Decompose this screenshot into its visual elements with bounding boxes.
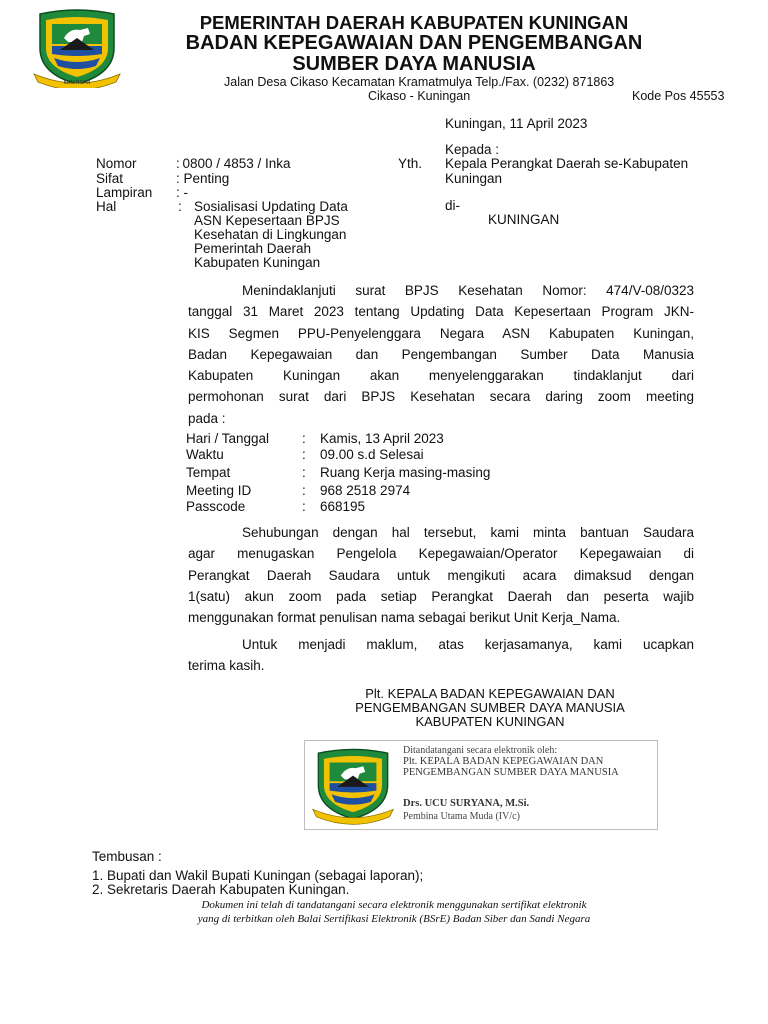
body-paragraph-3 (188, 634, 694, 677)
lampiran-label: Lampiran (96, 185, 153, 200)
detail-colon: : (302, 465, 306, 480)
paragraph-line: 1(satu) akun zoom pada setiap Perangkat Daerah dan peserta wajib (188, 588, 694, 604)
detail-label: Meeting ID (186, 483, 252, 498)
recipient-di: di- (445, 198, 461, 213)
paragraph-line: Sehubungan dengan hal tersebut, kami minta bantuan Saudara (242, 525, 694, 540)
detail-label: Waktu (186, 447, 224, 462)
detail-value: 09.00 s.d Selesai (320, 447, 424, 462)
nomor-value: : 0800 / 4853 / Inka (176, 156, 291, 171)
agency-header-line2: BADAN KEPEGAWAIAN DAN PENGEMBANGAN (185, 32, 643, 54)
paragraph-line: Badan Kepegawaian dan Pengembangan Sumber Data Manusia (188, 346, 694, 362)
tembusan-item: 1. Bupati dan Wakil Bupati Kuningan (sebagai laporan); (92, 868, 424, 883)
esign-position: PENGEMBANGAN SUMBER DAYA MANUSIA (403, 767, 619, 778)
footer-note: Dokumen ini telah di tandatangani secara elektronik menggunakan sertifikat elektronik (201, 899, 587, 911)
signature-emblem-logo (309, 745, 397, 825)
esign-caption: Ditandatangani secara elektronik oleh: (403, 745, 558, 756)
body-paragraph-2 (188, 522, 694, 628)
sifat-value: : Penting (176, 171, 230, 186)
recipient-line1: Kepala Perangkat Daerah se-Kabupaten (445, 156, 689, 171)
sifat-label: Sifat (96, 171, 124, 186)
hal-line: Kabupaten Kuningan (194, 255, 321, 270)
detail-colon: : (302, 499, 306, 514)
paragraph-line: Untuk menjadi maklum, atas kerjasamanya, kami ucapkan (242, 637, 694, 652)
detail-colon: : (302, 431, 306, 446)
letter-date: Kuningan, 11 April 2023 (445, 116, 588, 131)
hal-line: Sosialisasi Updating Data (194, 199, 348, 214)
esign-position: Plt. KEPALA BADAN KEPEGAWAIAN DAN (403, 756, 604, 767)
recipient-place: KUNINGAN (488, 212, 560, 227)
footer-note: yang di terbitkan oleh Balai Sertifikasi Elektronik (BSrE) Badan Siber dan Sandi Negara (197, 913, 591, 925)
svg-text:KUNINGAN: KUNINGAN (63, 80, 91, 86)
signatory-title: PENGEMBANGAN SUMBER DAYA MANUSIA (355, 700, 625, 715)
paragraph-line: Kabupaten Kuningan akan menyelenggarakan tindaklanjut dari (188, 368, 694, 384)
recipient-kepada: Kepada : (445, 142, 500, 157)
paragraph-line: Perangkat Daerah Saudara untuk mengikuti acara dimaksud dengan (188, 567, 694, 583)
body-paragraph-1 (188, 280, 694, 429)
recipient-line2: Kuningan (445, 171, 503, 186)
agency-header-line1: PEMERINTAH DAERAH KABUPATEN KUNINGAN (199, 12, 629, 33)
paragraph-line: terima kasih. (188, 658, 265, 674)
detail-label: Hari / Tanggal (186, 431, 270, 446)
paragraph-line: agar menugaskan Pengelola Kepegawaian/Operator Kepegawaian di (188, 546, 694, 562)
hal-colon: : (178, 199, 182, 214)
tembusan-item: 2. Sekretaris Daerah Kabupaten Kuningan. (92, 882, 350, 897)
paragraph-line: tanggal 31 Maret 2023 tentang Updating Data Kepesertaan Program JKN- (188, 304, 694, 320)
detail-colon: : (302, 483, 306, 498)
paragraph-line: Menindaklanjuti surat BPJS Kesehatan Nomor: 474/V-08/0323 (242, 283, 694, 298)
detail-label: Passcode (186, 499, 246, 514)
detail-label: Tempat (186, 465, 231, 480)
esign-rank: Pembina Utama Muda (IV/c) (403, 811, 520, 822)
tembusan-title: Tembusan : (92, 849, 162, 864)
nomor-label: Nomor (96, 156, 137, 171)
paragraph-line: permohonan surat dari BPJS Kesehatan secara daring zoom meeting (188, 389, 694, 405)
signatory-title: KABUPATEN KUNINGAN (415, 714, 565, 729)
detail-value: Ruang Kerja masing-masing (320, 465, 491, 480)
hal-line: Pemerintah Daerah (194, 241, 312, 256)
detail-value: Kamis, 13 April 2023 (320, 431, 444, 446)
paragraph-line: KIS Segmen PPU-Penyelenggara Negara ASN Kabupaten Kuningan, (188, 325, 694, 341)
agency-postcode: Kode Pos 45553 (632, 89, 725, 103)
signatory-title: Plt. KEPALA BADAN KEPEGAWAIAN DAN (365, 686, 615, 701)
electronic-signature-box (304, 740, 658, 830)
lampiran-value: : - (176, 185, 188, 200)
hal-label: Hal (96, 199, 117, 214)
detail-value: 968 2518 2974 (320, 483, 411, 498)
recipient-yth: Yth. (398, 156, 423, 171)
paragraph-line: menggunakan format penulisan nama sebagai berikut Unit Kerja_Nama. (188, 610, 621, 626)
hal-line: ASN Kepesertaan BPJS (194, 213, 340, 228)
hal-line: Kesehatan di Lingkungan (194, 227, 347, 242)
esign-name: Drs. UCU SURYANA, M.Si. (403, 798, 530, 809)
detail-colon: : (302, 447, 306, 462)
agency-header-line3: SUMBER DAYA MANUSIA (292, 53, 536, 75)
paragraph-line: pada : (188, 410, 226, 426)
detail-value: 668195 (320, 499, 366, 514)
agency-address: Jalan Desa Cikaso Kecamatan Kramatmulya Telp./Fax. (0232) 871863 (224, 75, 615, 89)
agency-city: Cikaso - Kuningan (368, 89, 471, 103)
